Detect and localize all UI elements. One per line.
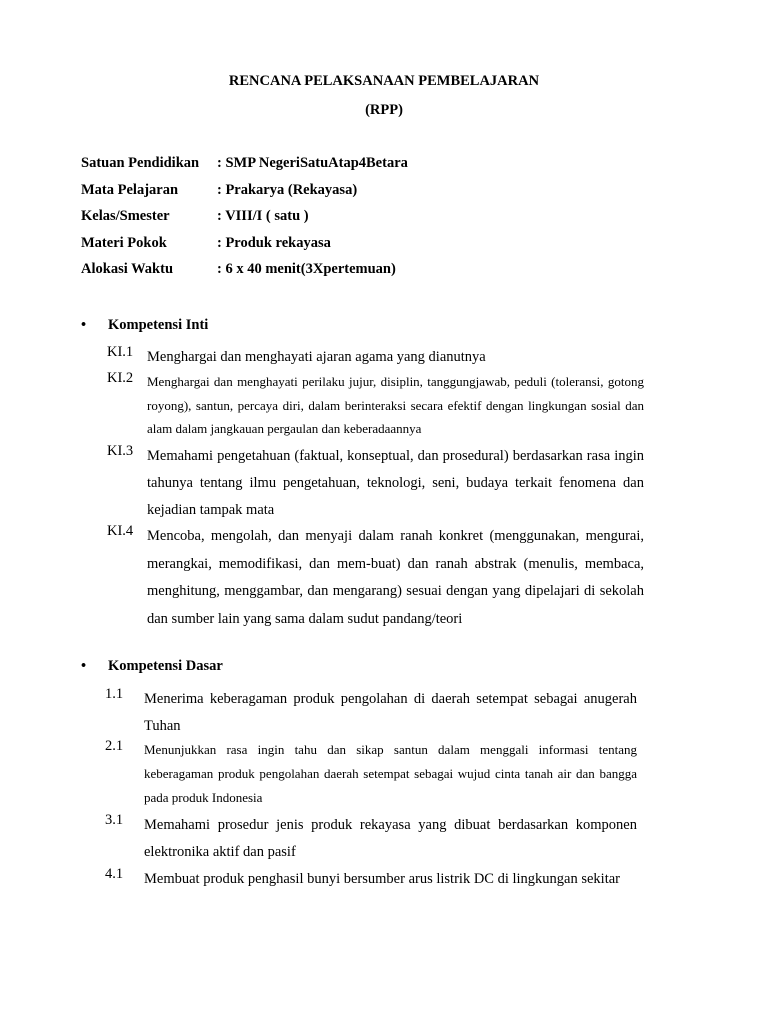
ki-number: KI.3 xyxy=(107,443,134,459)
bullet-icon: • xyxy=(81,658,87,674)
document-subtitle: (RPP) xyxy=(365,102,403,118)
section-heading-text: Kompetensi Inti xyxy=(108,317,209,333)
identity-label: Mata Pelajaran xyxy=(81,182,179,198)
identity-label: Alokasi Waktu xyxy=(81,261,174,277)
kd-text: Menerima keberagaman produk pengolahan di daerah setempat sebagai anugerah Tuhan xyxy=(144,691,637,734)
ki-number: KI.1 xyxy=(107,344,134,360)
identity-value: : SMP NegeriSatuAtap4Betara xyxy=(217,155,408,171)
kd-number: 2.1 xyxy=(105,738,124,754)
identity-label: Satuan Pendidikan xyxy=(81,155,200,171)
identity-value: : Prakarya (Rekayasa) xyxy=(217,182,358,198)
identity-value: : VIII/I ( satu ) xyxy=(217,208,309,224)
kd-number: 4.1 xyxy=(105,866,124,882)
section-heading-text: Kompetensi Dasar xyxy=(108,658,223,674)
identity-value: : 6 x 40 menit(3Xpertemuan) xyxy=(217,261,396,277)
identity-value: : Produk rekayasa xyxy=(217,235,331,251)
kd-number: 1.1 xyxy=(105,686,124,702)
bullet-icon: • xyxy=(81,317,87,333)
kd-text: Memahami prosedur jenis produk rekayasa yang dibuat berdasarkan komponen elektronika aktif dan pasif xyxy=(144,817,637,860)
kd-text: Membuat produk penghasil bunyi bersumber arus listrik DC di lingkungan sekitar xyxy=(144,871,621,887)
document-title: RENCANA PELAKSANAAN PEMBELAJARAN xyxy=(228,73,540,89)
ki-number: KI.4 xyxy=(107,523,134,539)
ki-text: Menghargai dan menghayati perilaku jujur, disiplin, tanggungjawab, peduli (toleransi, gotong royong), santun, percaya diri, dalam berinteraksi secara efektif dengan lingkungan sosial dan alam dalam jangkauan pergaulan dan keberadaannya xyxy=(147,374,644,436)
ki-text: Memahami pengetahuan (faktual, konseptual, dan prosedural) berdasarkan rasa ingin tahunya tentang ilmu pengetahuan, teknologi, seni, budaya terkait fenomena dan kejadian tampak mata xyxy=(147,448,644,518)
ki-number: KI.2 xyxy=(107,370,134,386)
kd-text: Menunjukkan rasa ingin tahu dan sikap santun dalam menggali informasi tentang keberagaman produk pengolahan daerah setempat sebagai wujud cinta tanah air dan bangga pada produk Indonesia xyxy=(144,742,637,805)
ki-text: Mencoba, mengolah, dan menyaji dalam ranah konkret (menggunakan, mengurai, merangkai, memodifikasi, dan mem-buat) dan ranah abstrak (menulis, membaca, menghitung, menggambar, dan mengarang) sesuai dengan yang dipelajari di sekolah dan sumber lain yang sama dalam sudut pandang/teori xyxy=(147,528,644,627)
identity-label: Materi Pokok xyxy=(81,235,167,251)
ki-text: Menghargai dan menghayati ajaran agama yang dianutnya xyxy=(147,349,486,365)
kd-number: 3.1 xyxy=(105,812,124,828)
identity-label: Kelas/Smester xyxy=(81,208,170,224)
